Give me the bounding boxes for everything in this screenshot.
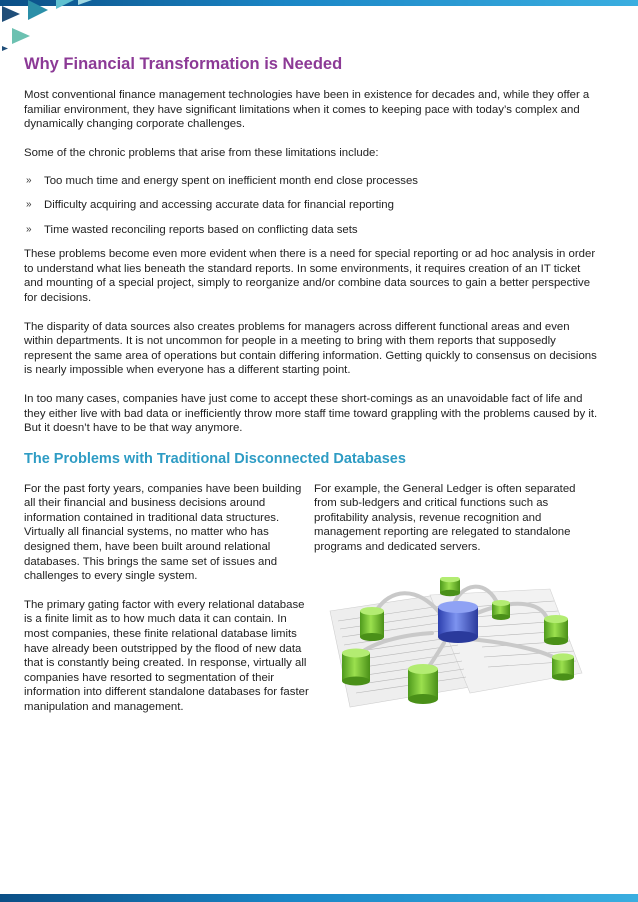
list-item-text: Difficulty acquiring and accessing accurate data for financial reporting	[44, 199, 394, 212]
page-content	[24, 54, 600, 729]
problems-list	[24, 174, 600, 237]
bullet-chevron-icon: »	[26, 175, 32, 187]
list-item	[24, 174, 600, 189]
two-column-layout	[24, 482, 600, 729]
bottom-accent-bar	[0, 894, 638, 902]
bullet-chevron-icon: »	[26, 223, 32, 235]
database-network-illustration	[320, 577, 596, 711]
intro-paragraph: Most conventional finance management technologies have been in existence for decades and, while they offer a familiar environment, they have significant limitations when it comes to keeping pace with today’s complex and dynamically changing corporate challenges.	[24, 89, 590, 131]
bullet-chevron-icon: »	[26, 199, 32, 211]
special-reporting-paragraph: These problems become even more evident when there is a need for special reporting or ad hoc analysis in order to understand what lies beneath the standard reports. In some environments, it requires creation of an IT ticket and mounting of a special project, simply to reorganize and/or combine data sources to gain a better perspective for decisions.	[24, 248, 596, 304]
short-comings-paragraph: In too many cases, companies have just come to accept these short-comings as an unavoidable fact of life and they either live with bad data or inefficiently throw more staff time toward grappling with the problems caused by it. But it doesn’t have to be that way anymore.	[24, 392, 598, 435]
right-column	[314, 482, 600, 729]
gating-factor-paragraph: The primary gating factor with every relational database is a finite limit as to how much data it can contain. In most companies, these finite relational database limits have already been outstripped by the flood of new data that is constantly being created. In response, virtually all companies have resorted to segmentation of their information into different standalone databases for faster manipulation and management.	[24, 598, 309, 713]
section-title-financial-transformation: Why Financial Transformation is Needed	[24, 55, 343, 73]
list-item-text: Too much time and energy spent on inefficient month end close processes	[44, 175, 418, 188]
decorative-triangles-icon	[0, 0, 140, 60]
left-column	[24, 482, 310, 729]
list-item	[24, 223, 600, 238]
general-ledger-paragraph: For example, the General Ledger is often separated from sub-ledgers and critical functions such as profitability analysis, revenue recognition and management reporting are relegated to standalone programs and dedicated servers.	[314, 482, 576, 554]
history-paragraph: For the past forty years, companies have been building all their financial and business decisions around information contained in traditional data structures. Virtually all financial systems, no matter who has designed them, have been built around relational databases. This brings the same set of issues and challenges to every single system.	[24, 482, 302, 583]
data-disparity-paragraph: The disparity of data sources also creates problems for managers across different functional areas and even within departments. It is not uncommon for people in a meeting to bring with them reports that supposedly represent the same area of operations but contain differing information. Getting quickly to consensus on decisions is nearly impossible when everyone has a different starting point.	[24, 320, 597, 377]
list-item	[24, 198, 600, 213]
problems-lead-paragraph: Some of the chronic problems that arise from these limitations include:	[24, 146, 379, 159]
list-item-text: Time wasted reconciling reports based on conflicting data sets	[44, 223, 358, 236]
section-title-disconnected-databases: The Problems with Traditional Disconnected Databases	[24, 450, 406, 467]
